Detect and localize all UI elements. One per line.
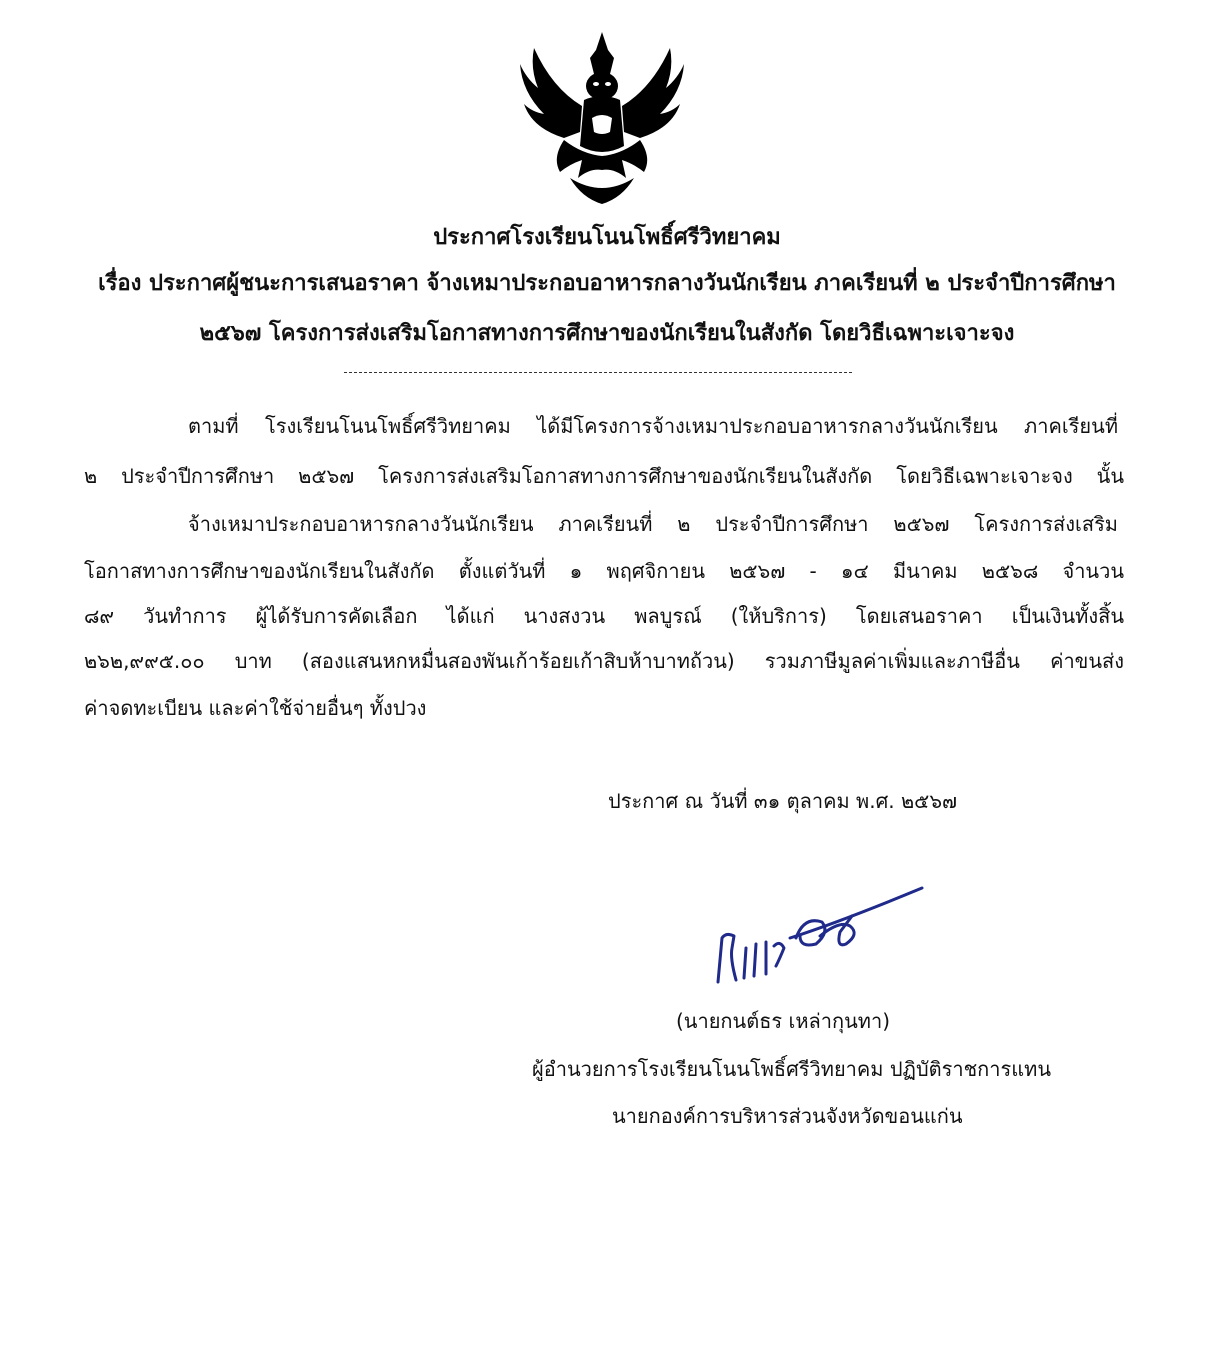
announcement-title: ประกาศโรงเรียนโนนโพธิ์ศรีวิทยาคม (433, 225, 781, 250)
paragraph-2-line-2: โอกาสทางการศึกษาของนักเรียนในสังกัด ตั้งแต่วันที่ ๑ พฤศจิกายน ๒๕๖๗ - ๑๔ มีนาคม ๒๕๖๘ จำนวน (84, 559, 1124, 583)
announcement-date: ประกาศ ณ วันที่ ๓๑ ตุลาคม พ.ศ. ๒๕๖๗ (608, 789, 958, 813)
paragraph-2-line-5: ค่าจดทะเบียน และค่าใช้จ่ายอื่นๆ ทั้งปวง (84, 696, 427, 720)
paragraph-1-line-1: ตามที่ โรงเรียนโนนโพธิ์ศรีวิทยาคม ได้มีโครงการจ้างเหมาประกอบอาหารกลางวันนักเรียน ภาคเรียนที่ (188, 414, 1118, 438)
paragraph-2-line-3: ๘๙ วันทำการ ผู้ได้รับการคัดเลือก ได้แก่ นางสงวน พลบูรณ์ (ให้บริการ) โดยเสนอราคา เป็นเงินทั้งสิ้น (84, 604, 1124, 628)
signer-position-continued: นายกองค์การบริหารส่วนจังหวัดขอนแก่น (612, 1104, 963, 1128)
separator-rule (344, 372, 852, 373)
subject-line-continued: ๒๕๖๗ โครงการส่งเสริมโอกาสทางการศึกษาของนักเรียนในสังกัด โดยวิธีเฉพาะเจาะจง (199, 321, 1015, 346)
subject-line: เรื่อง ประกาศผู้ชนะการเสนอราคา จ้างเหมาประกอบอาหารกลางวันนักเรียน ภาคเรียนที่ ๒ ประจำปีการศึกษา (98, 271, 1116, 296)
signer-name: (นายกนต์ธร เหล่ากุนทา) (676, 1009, 891, 1033)
paragraph-1-line-2: ๒ ประจำปีการศึกษา ๒๕๖๗ โครงการส่งเสริมโอกาสทางการศึกษาของนักเรียนในสังกัด โดยวิธีเฉพาะเจาะจง นั้น (84, 464, 1124, 488)
signer-position: ผู้อำนวยการโรงเรียนโนนโพธิ์ศรีวิทยาคม ปฏิบัติราชการแทน (532, 1057, 1052, 1081)
paragraph-2-line-1: จ้างเหมาประกอบอาหารกลางวันนักเรียน ภาคเรียนที่ ๒ ประจำปีการศึกษา ๒๕๖๗ โครงการส่งเสริม (188, 512, 1118, 536)
handwritten-signature (700, 882, 930, 992)
paragraph-2-line-4: ๒๖๒,๙๙๕.๐๐ บาท (สองแสนหกหมื่นสองพันเก้าร้อยเก้าสิบห้าบาทถ้วน) รวมภาษีมูลค่าเพิ่มและภาษีอื่น ค่าขนส่ง (84, 649, 1124, 673)
garuda-emblem-icon (512, 28, 692, 208)
